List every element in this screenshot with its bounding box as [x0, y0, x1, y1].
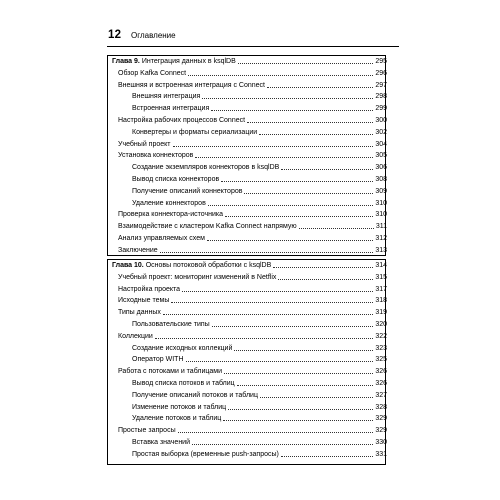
dot-leader	[281, 169, 373, 170]
toc-entry-label: Пользовательские типы	[132, 321, 210, 328]
page-ref: 329	[375, 415, 387, 423]
toc-entry-label: Типы данных	[118, 309, 161, 317]
page-ref: 326	[375, 380, 387, 387]
toc-entry-label: Учебный проект: мониторинг изменений в Netflix	[118, 273, 277, 281]
running-head	[107, 28, 399, 47]
dot-leader	[155, 338, 374, 339]
dot-leader	[244, 193, 373, 194]
dot-leader	[278, 279, 373, 280]
toc-entry-label: Конвертеры и форматы сериализации	[132, 128, 258, 136]
toc-entry[interactable]	[112, 411, 387, 423]
dot-leader	[163, 314, 373, 315]
dot-leader	[247, 122, 373, 123]
chapter-prefix: Глава 10.	[112, 262, 144, 269]
toc-entry-label: Вывод списка потоков и таблиц	[132, 380, 235, 387]
toc-entry[interactable]	[112, 270, 387, 282]
page-ref: 330	[375, 439, 387, 446]
toc-entry-label: Внешняя и встроенная интеграция с Connect	[118, 81, 265, 89]
dot-leader	[228, 409, 373, 410]
toc-entry[interactable]	[112, 352, 387, 364]
toc-entry-label: Вставка значений	[132, 439, 191, 446]
page-ref: 314	[375, 262, 387, 269]
page-ref: 300	[375, 117, 387, 124]
page-ref: 319	[375, 309, 387, 317]
dot-leader	[281, 456, 373, 457]
page-ref: 296	[375, 69, 387, 77]
toc-entry[interactable]	[112, 66, 387, 78]
toc-entry[interactable]	[112, 243, 387, 255]
page-ref: 323	[375, 344, 387, 352]
page-ref: 320	[375, 321, 387, 328]
dot-leader	[186, 361, 374, 362]
dot-leader	[238, 63, 374, 64]
toc-entry[interactable]	[112, 196, 387, 208]
toc-entry-label: Обзор Kafka Connect	[118, 69, 187, 77]
page-ref: 317	[375, 285, 387, 293]
toc-entry-label: Оператор WITH	[132, 356, 184, 364]
section-title: Оглавление	[131, 31, 176, 40]
toc-entry-label: Заключение	[118, 246, 158, 254]
page-ref: 311	[375, 223, 387, 231]
page-ref: 318	[375, 297, 387, 305]
toc-entry[interactable]	[112, 125, 387, 137]
dot-leader	[237, 385, 374, 386]
toc-entry-label: Анализ управляемых схем	[118, 235, 205, 242]
page-ref: 297	[375, 81, 387, 89]
dot-leader	[234, 350, 373, 351]
page-ref: 299	[375, 105, 387, 113]
toc-entry-label: Внешняя интеграция	[132, 93, 201, 101]
dot-leader	[208, 205, 374, 206]
toc-entry[interactable]	[112, 219, 387, 231]
toc-entry[interactable]	[112, 78, 387, 90]
page-ref: 326	[375, 368, 387, 376]
toc-entry[interactable]	[112, 423, 387, 435]
page-ref: 308	[375, 176, 387, 183]
toc-entry[interactable]	[112, 329, 387, 341]
toc-entry[interactable]	[112, 388, 387, 400]
toc-entry-label: Создание исходных коллекций	[132, 344, 233, 352]
toc-entry-label: Получение описаний коннекторов	[132, 187, 243, 195]
dot-leader	[188, 75, 373, 76]
page-ref: 295	[375, 58, 387, 65]
toc-entry[interactable]	[112, 376, 387, 388]
dot-leader	[299, 228, 374, 229]
toc-entry[interactable]	[112, 148, 387, 160]
page-ref: 329	[375, 427, 387, 435]
toc-entry[interactable]	[112, 305, 387, 317]
dot-leader	[195, 157, 373, 158]
page-ref: 304	[375, 140, 387, 148]
toc-entry-label: Изменение потоков и таблиц	[132, 403, 227, 411]
page-ref: 310	[375, 211, 387, 219]
chapter-heading[interactable]	[112, 258, 387, 270]
toc-entry[interactable]	[112, 341, 387, 353]
dot-leader	[171, 302, 373, 303]
toc-entry[interactable]	[112, 317, 387, 329]
dot-leader	[224, 373, 373, 374]
toc-entry-label: Исходные темы	[118, 297, 170, 305]
toc-entry[interactable]	[112, 101, 387, 113]
page-ref: 298	[375, 93, 387, 101]
page-ref: 309	[375, 187, 387, 195]
toc-entry[interactable]	[112, 172, 387, 184]
dot-leader	[207, 240, 373, 241]
dot-leader	[178, 432, 374, 433]
chapter-heading[interactable]	[112, 54, 387, 66]
page-ref: 313	[375, 246, 387, 254]
toc-entry[interactable]	[112, 137, 387, 149]
page-ref: 315	[375, 273, 387, 281]
dot-leader	[182, 291, 373, 292]
page-number: 12	[108, 29, 122, 41]
dot-leader	[225, 216, 373, 217]
toc-entry[interactable]	[112, 160, 387, 172]
page-ref: 305	[375, 152, 387, 160]
chapter-title: Основы потоковой обработки с ksqlDB	[145, 262, 272, 269]
dot-leader	[259, 134, 373, 135]
dot-leader	[192, 444, 373, 445]
dot-leader	[273, 267, 373, 268]
toc-entry-label: Простая выборка (временные push-запросы)	[132, 450, 279, 458]
page-ref: 312	[375, 235, 387, 242]
toc-entry[interactable]	[112, 282, 387, 294]
toc-entry-label: Установка коннекторов	[118, 152, 194, 160]
toc-entry[interactable]	[112, 447, 387, 459]
toc-entry-label: Вывод списка коннекторов	[132, 176, 220, 183]
dot-leader	[212, 326, 374, 327]
page-ref: 325	[375, 356, 387, 364]
toc-entry-label: Встроенная интеграция	[132, 105, 210, 113]
toc-entry[interactable]	[112, 207, 387, 219]
dot-leader	[211, 110, 373, 111]
page-ref: 328	[375, 403, 387, 411]
page-ref: 322	[375, 332, 387, 340]
toc-entry-label: Простые запросы	[118, 427, 176, 435]
toc-entry[interactable]	[112, 113, 387, 125]
page-ref: 331	[375, 450, 387, 458]
toc-entry-label: Создание экземпляров коннекторов в ksqlDB	[132, 164, 280, 172]
page-ref: 306	[375, 164, 387, 172]
dot-leader	[267, 87, 373, 88]
page-ref: 302	[375, 128, 387, 136]
toc-entry[interactable]	[112, 435, 387, 447]
toc-entry[interactable]	[112, 231, 387, 243]
toc-entry-label: Получение описаний потоков и таблиц	[132, 391, 258, 399]
toc-entry-label: Удаление потоков и таблиц	[132, 415, 222, 423]
toc-entry[interactable]	[112, 364, 387, 376]
dot-leader	[202, 98, 373, 99]
chapter-title: Интеграция данных в ksqlDB	[141, 58, 236, 65]
dot-leader	[173, 146, 374, 147]
dot-leader	[221, 181, 373, 182]
toc-entry-label: Проверка коннектора-источника	[118, 211, 224, 219]
chapter-prefix: Глава 9.	[112, 58, 140, 65]
toc-entry-label: Настройка проекта	[118, 285, 181, 293]
toc-entry-label: Взаимодействие с кластером Kafka Connect напрямую	[118, 223, 297, 231]
toc-entry[interactable]	[112, 184, 387, 196]
toc-entry[interactable]	[112, 400, 387, 412]
toc-entry-label: Коллекции	[118, 332, 153, 340]
toc-entry-label: Учебный проект	[118, 140, 171, 148]
page-ref: 327	[375, 391, 387, 399]
page-ref: 310	[375, 199, 387, 207]
toc-entry-label: Удаление коннекторов	[132, 199, 206, 207]
toc-entry-label: Настройка рабочих процессов Connect	[118, 117, 246, 124]
dot-leader	[223, 420, 373, 421]
dot-leader	[160, 252, 374, 253]
dot-leader	[260, 397, 373, 398]
toc-entry-label: Работа с потоками и таблицами	[118, 368, 223, 376]
toc-entry[interactable]	[112, 89, 387, 101]
toc-entry[interactable]	[112, 293, 387, 305]
